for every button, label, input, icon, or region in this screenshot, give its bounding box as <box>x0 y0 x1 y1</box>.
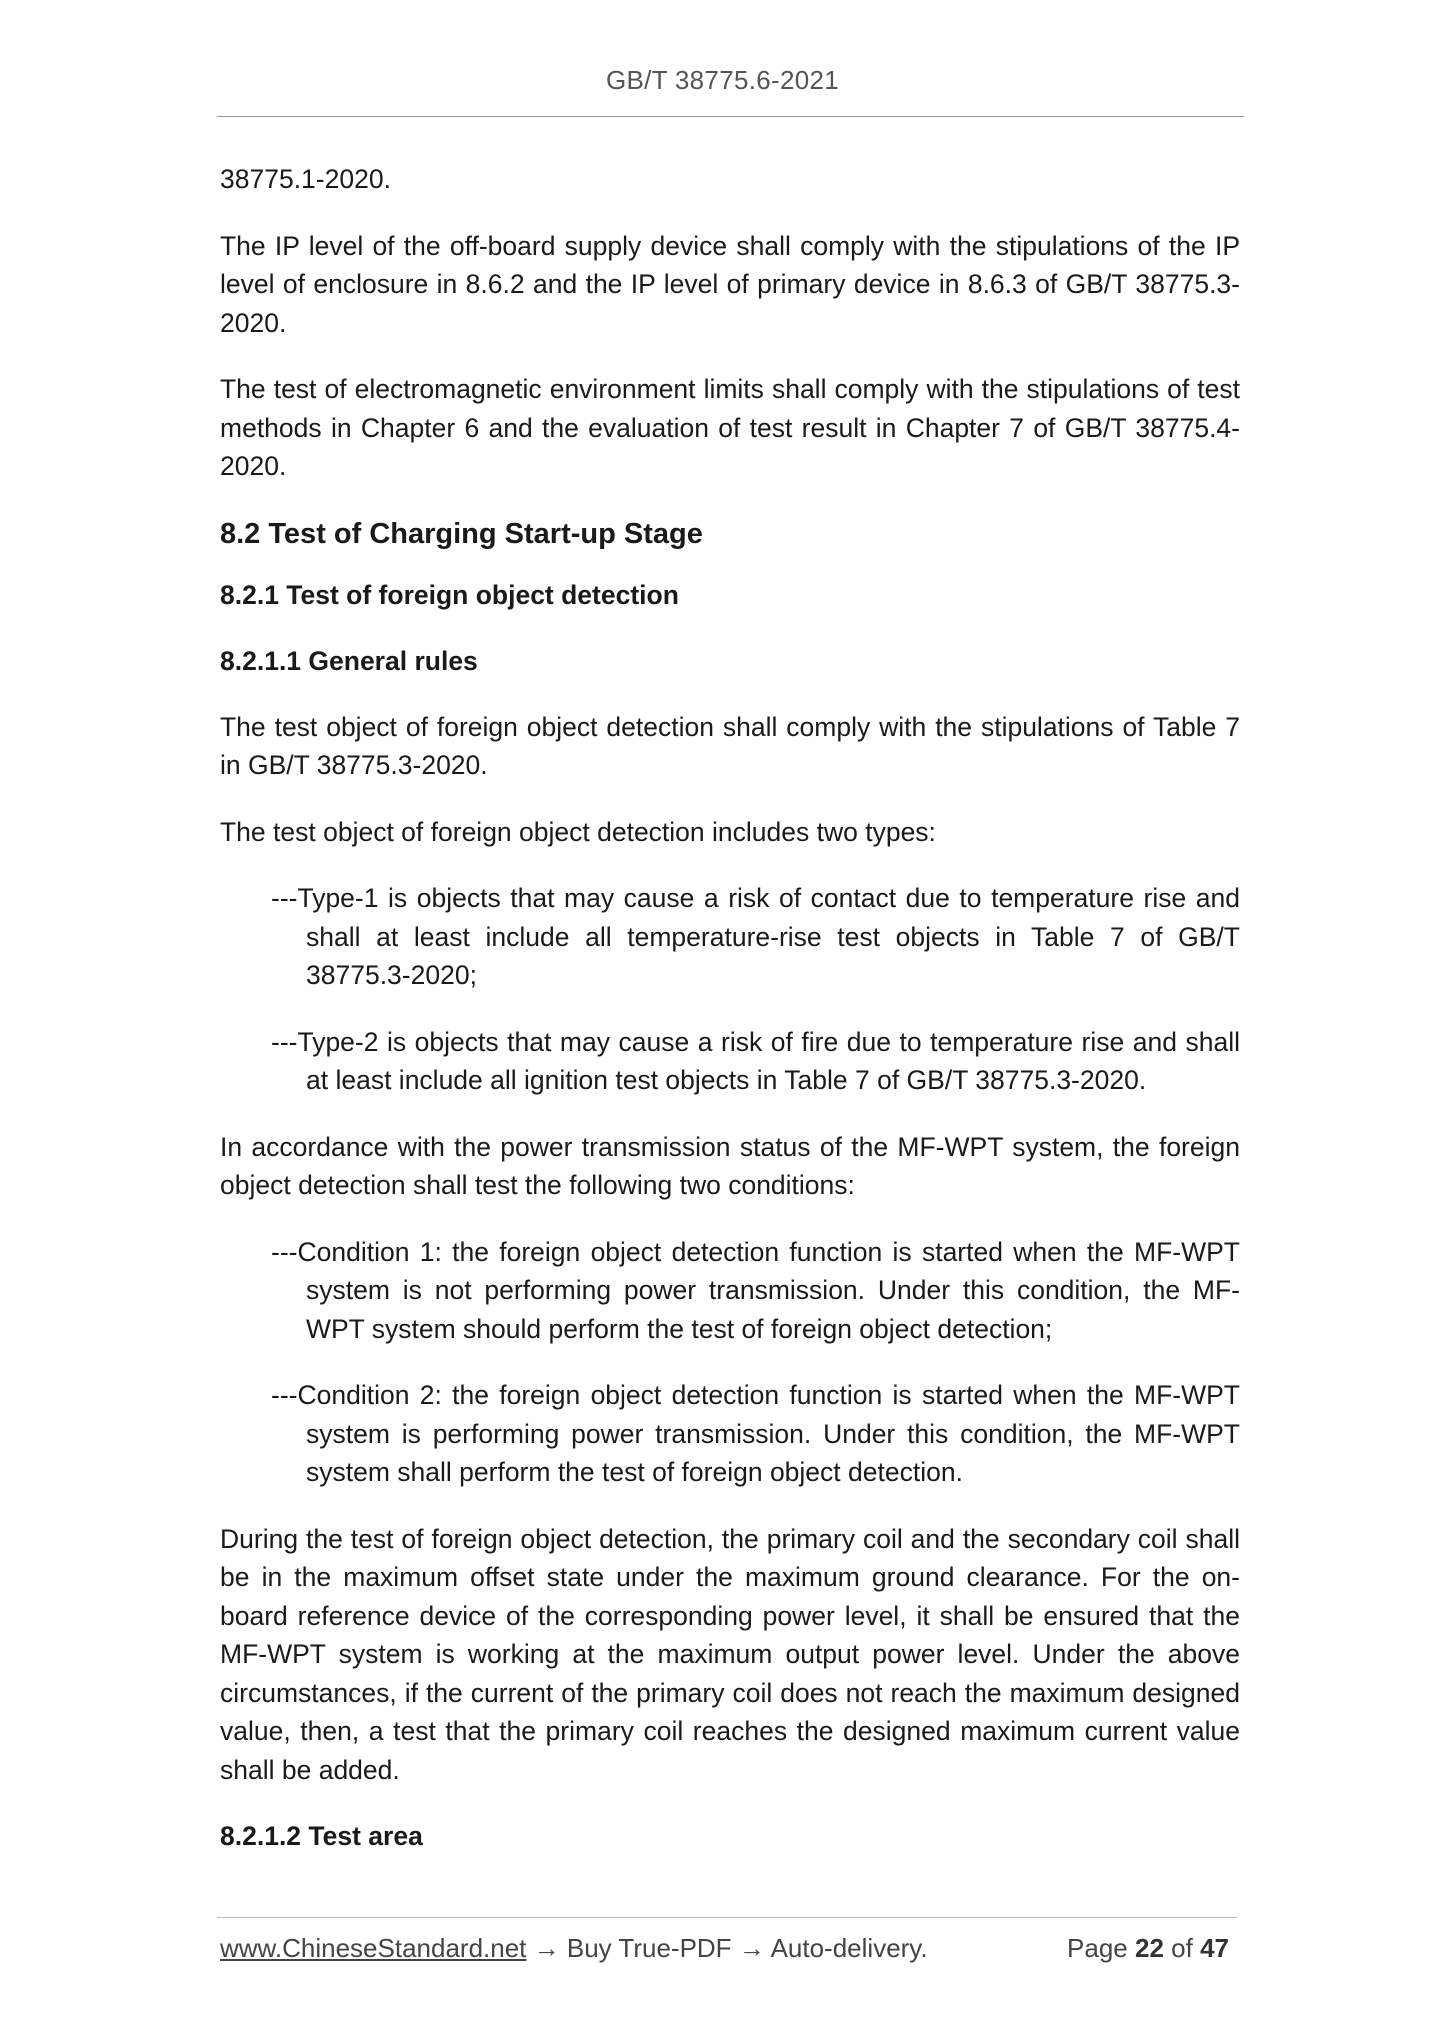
section-heading-8-2-1-2: 8.2.1.2 Test area <box>220 1821 423 1851</box>
paragraph: During the test of foreign object detection, the primary coil and the secondary coil shall be in the maximum offset state under the maximum ground clearance. For the on-board reference device of the corresponding power level, it shall be ensured that the MF-WPT system is working at the maximum output power level. Under the above circumstances, if the current of the primary coil does not reach the maximum designed value, then, a test that the primary coil reaches the designed maximum current value shall be added. <box>220 1523 1240 1785</box>
paragraph: The test object of foreign object detection shall comply with the stipulations of Table 7 in GB/T 38775.3-2020. <box>220 711 1240 780</box>
paragraph: The IP level of the off-board supply device shall comply with the stipulations of the IP level of enclosure in 8.6.2 and the IP level of primary device in 8.6.3 of GB/T 38775.3-2020. <box>220 230 1240 338</box>
page-total: 47 <box>1200 1933 1229 1963</box>
paragraph: The test of electromagnetic environment limits shall comply with the stipulations of test methods in Chapter 6 and the evaluation of test result in Chapter 7 of GB/T 38775.4-2020. <box>220 374 1240 481</box>
page-word: Page <box>1067 1933 1128 1963</box>
page-number: 22 <box>1135 1933 1164 1963</box>
section-heading-8-2: 8.2 Test of Charging Start-up Stage <box>220 517 703 550</box>
website-link[interactable]: www.ChineseStandard.net <box>220 1933 527 1963</box>
document-header: GB/T 38775.6-2021 <box>605 65 839 95</box>
list-item: ---Type-2 is objects that may cause a risk of fire due to temperature rise and shall at least include all ignition test objects in Table 7 of GB/T 38775.3-2020. <box>271 1026 1240 1095</box>
paragraph: In accordance with the power transmission status of the MF-WPT system, the foreign object detection shall test the following two conditions: <box>220 1131 1240 1200</box>
of-word: of <box>1171 1933 1193 1963</box>
footer-tagline: → Buy True-PDF → Auto-delivery. <box>526 1933 928 1963</box>
list-item: ---Condition 2: the foreign object detection function is started when the MF-WPT system is performing power transmission. Under this condition, the MF-WPT system shall perform the test of foreign object detection. <box>271 1380 1240 1487</box>
paragraph: The test object of foreign object detection includes two types: <box>220 816 936 847</box>
footer-divider <box>217 1917 1237 1918</box>
section-heading-8-2-1: 8.2.1 Test of foreign object detection <box>220 579 679 610</box>
paragraph: 38775.1-2020. <box>220 164 391 194</box>
page-indicator <box>1067 1933 1229 1964</box>
list-item: ---Type-1 is objects that may cause a risk of contact due to temperature rise and shall at least include all temperature-rise test objects in Table 7 of GB/T 38775.3-2020; <box>271 883 1240 990</box>
header-divider <box>217 116 1244 117</box>
list-item: ---Condition 1: the foreign object detection function is started when the MF-WPT system is not performing power transmission. Under this condition, the MF-WPT system should perform the test of foreign object detection; <box>271 1236 1240 1344</box>
page-footer <box>220 1933 1237 1964</box>
section-heading-8-2-1-1: 8.2.1.1 General rules <box>220 645 478 676</box>
page-body <box>220 160 1240 1883</box>
